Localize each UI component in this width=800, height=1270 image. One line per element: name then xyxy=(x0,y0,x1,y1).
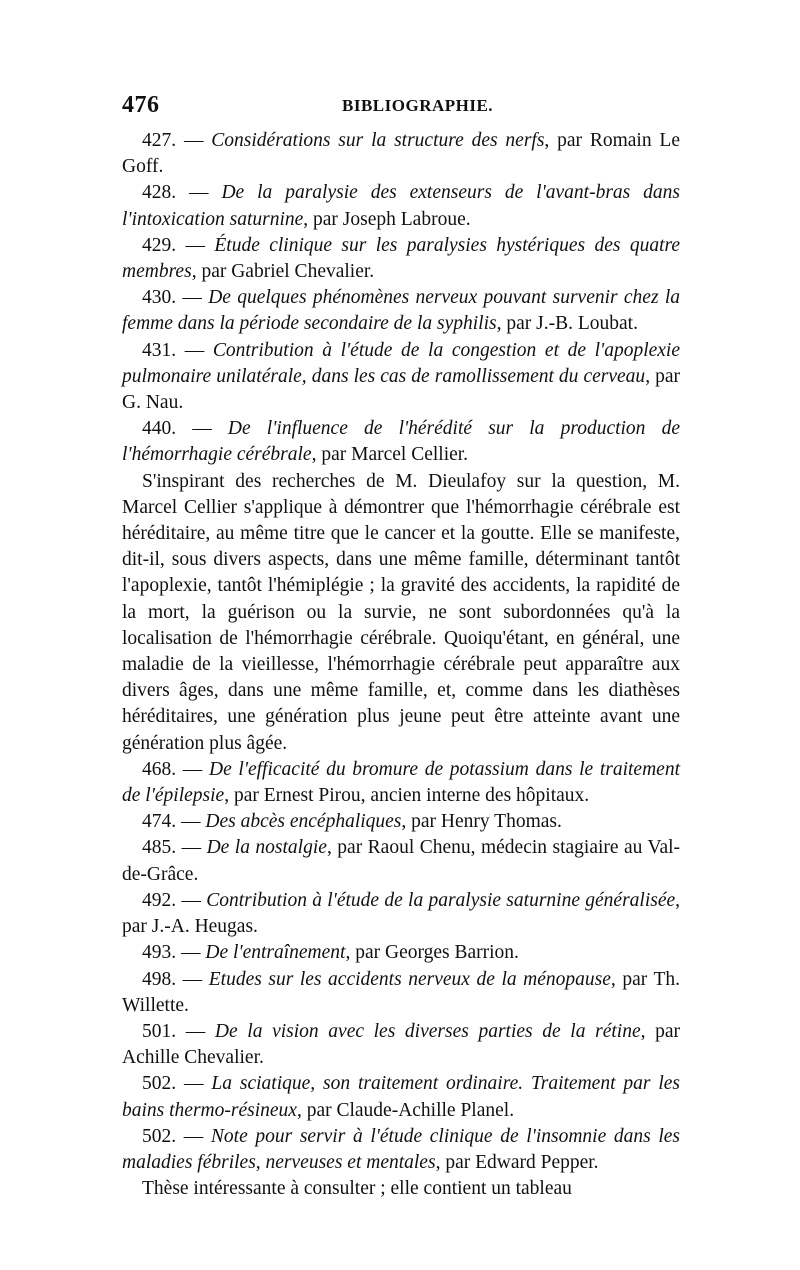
running-title: BIBLIOGRAPHIE. xyxy=(342,96,494,115)
bibliography-entry: 474. — Des abcès encéphaliques, par Henry Thomas. xyxy=(142,811,562,833)
bibliography-entry: 485. — De la nostalgie, par Raoul Chenu, médecin stagiaire au Val-de-Grâce. xyxy=(122,837,681,885)
bibliography-entry: 502. — Note pour servir à l'étude clinique de l'insomnie dans les maladies fébriles, nerveuses et mentales, par Edward Pepper. xyxy=(122,1125,680,1173)
bibliography-entry: 501. — De la vision avec les diverses parties de la rétine, par Achille Chevalier. xyxy=(122,1020,681,1069)
bibliography-entry: 430. — De quelques phénomènes nerveux pouvant survenir chez la femme dans la période secondaire de la syphilis, par J.-B. Loubat. xyxy=(122,287,681,335)
page-header xyxy=(122,92,680,126)
bibliography-entry: 498. — Etudes sur les accidents nerveux de la ménopause, par Th. Willette. xyxy=(122,968,680,1016)
bibliography-entry: 428. — De la paralysie des extenseurs de l'avant-bras dans l'intoxication saturnine, par Joseph Labroue. xyxy=(122,182,680,230)
commentary-paragraph: S'inspirant des recherches de M. Dieulafoy sur la question, M. Marcel Cellier s'applique à démontrer que l'hémorrhagie cérébrale est héréditaire, au même titre que le cancer et la goutte. Elle se manifeste, dit-il, sous divers aspects, dans une même famille, déterminant tantôt l'apoplexie, tantôt l'hémiplégie ; la gravité des accidents, la rapidité de la mort, la guérison ou la survie, ne sont subordonnées qu'à la localisation de l'hémorrhagie cérébrale. Quoiqu'étant, en général, une maladie de la vieillesse, l'hémorrhagie cérébrale peut apparaître aux divers âges, dans une même famille, et, comme dans les diathèses héréditaires, une génération plus jeune peut être atteinte avant une génération plus âgée. xyxy=(122,470,680,754)
bibliography-entry: 440. — De l'influence de l'hérédité sur la production de l'hémorrhagie cérébrale, par Marcel Cellier. xyxy=(122,418,680,466)
bibliography-entry: 427. — Considérations sur la structure des nerfs, par Romain Le Goff. xyxy=(122,130,681,178)
page xyxy=(122,92,680,1202)
final-line: Thèse intéressante à consulter ; elle contient un tableau xyxy=(142,1178,572,1200)
page-number: 476 xyxy=(122,92,160,118)
bibliography-entry: 431. — Contribution à l'étude de la congestion et de l'apoplexie pulmonaire unilatérale, dans les cas de ramollissement du cerveau, par G. Nau. xyxy=(122,339,681,414)
bibliography-entry: 493. — De l'entraînement, par Georges Barrion. xyxy=(142,942,519,964)
bibliography-entry: 468. — De l'efficacité du bromure de potassium dans le traitement de l'épilepsie, par Ernest Pirou, ancien interne des hôpitaux. xyxy=(122,758,680,807)
bibliography-entry: 502. — La sciatique, son traitement ordinaire. Traitement par les bains thermo-résineux, par Claude-Achille Planel. xyxy=(122,1073,681,1121)
bibliography-entry: 492. — Contribution à l'étude de la paralysie saturnine généralisée, par J.-A. Heugas. xyxy=(122,889,681,938)
bibliography-entry: 429. — Étude clinique sur les paralysies hystériques des quatre membres, par Gabriel Chevalier. xyxy=(122,234,681,283)
page-body xyxy=(122,128,680,1202)
